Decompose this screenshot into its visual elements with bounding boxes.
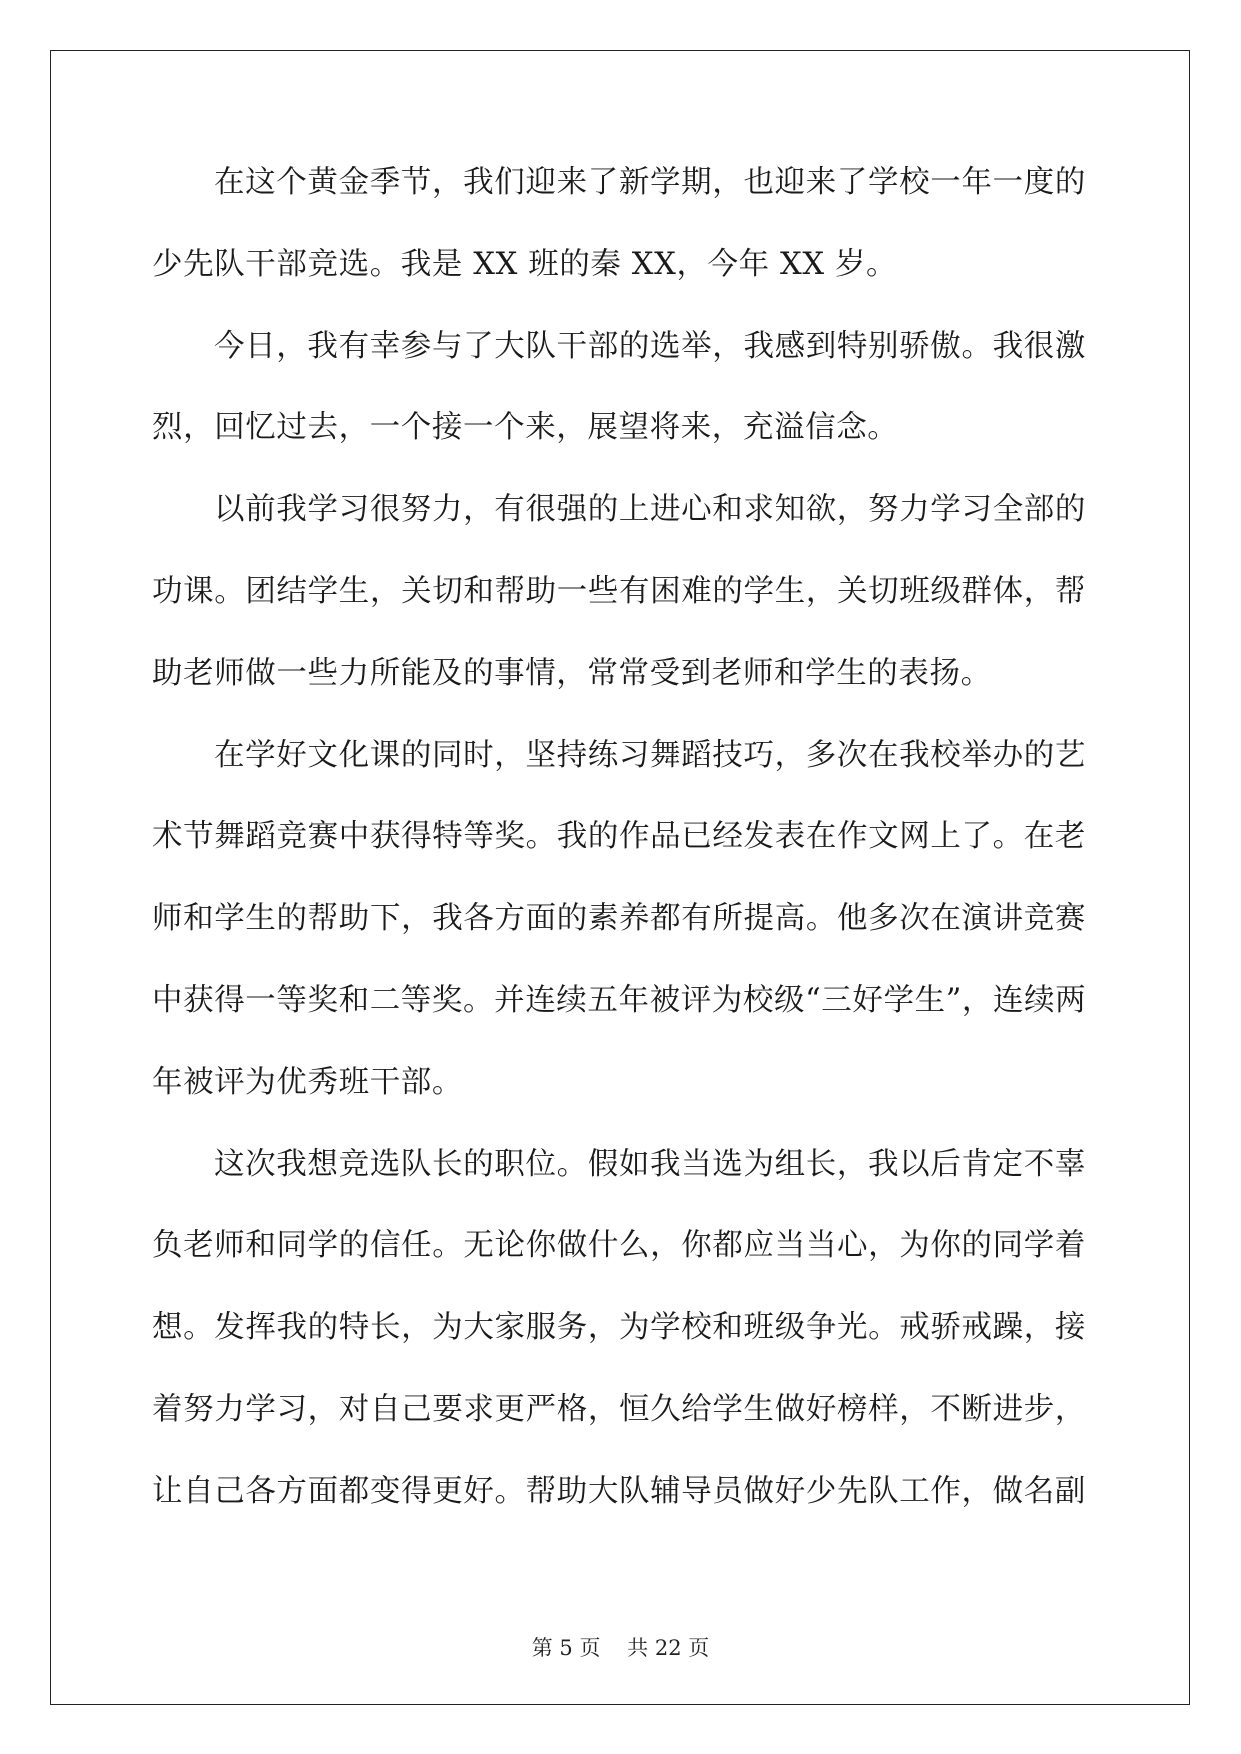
text-line: 师和学生的帮助下，我各方面的素养都有所提高。他多次在演讲竞赛 xyxy=(152,901,1086,937)
page-footer xyxy=(0,1632,1241,1662)
text-line: 助老师做一些力所能及的事情，常常受到老师和学生的表扬。 xyxy=(152,655,992,691)
text-line: 在这个黄金季节，我们迎来了新学期，也迎来了学校一年一度的 xyxy=(214,165,1086,200)
text-line: 今日，我有幸参与了大队干部的选举，我感到特别骄傲。我很激 xyxy=(214,328,1086,364)
text-line: 这次我想竞选队长的职位。假如我当选为组长，我以后肯定不辜 xyxy=(214,1146,1086,1182)
text-line: 想。发挥我的特长，为大家服务，为学校和班级争光。戒骄戒躁，接 xyxy=(152,1310,1086,1346)
page-total: 共 22 页 xyxy=(627,1636,710,1660)
text-line: 负老师和同学的信任。无论你做什么，你都应当当心，为你的同学着 xyxy=(152,1228,1086,1264)
text-line: 少先队干部竞选。我是 XX 班的秦 XX，今年 XX 岁。 xyxy=(152,246,898,282)
text-line: 中获得一等奖和二等奖。并连续五年被评为校级“三好学生”，连续两 xyxy=(152,982,1087,1018)
document-body xyxy=(152,160,1086,1551)
text-line: 让自己各方面都变得更好。帮助大队辅导员做好少先队工作，做名副 xyxy=(152,1473,1086,1509)
page-number: 第 5 页 xyxy=(531,1636,601,1660)
text-line: 术节舞蹈竞赛中获得特等奖。我的作品已经发表在作文网上了。在老 xyxy=(152,819,1086,855)
text-line: 在学好文化课的同时，坚持练习舞蹈技巧，多次在我校举办的艺 xyxy=(214,737,1086,773)
text-line: 着努力学习，对自己要求更严格，恒久给学生做好榜样，不断进步， xyxy=(152,1391,1086,1427)
text-line: 以前我学习很努力，有很强的上进心和求知欲，努力学习全部的 xyxy=(214,492,1086,528)
text-line: 功课。团结学生，关切和帮助一些有困难的学生，关切班级群体，帮 xyxy=(152,573,1086,609)
text-line: 年被评为优秀班干部。 xyxy=(152,1064,463,1100)
text-line: 烈，回忆过去，一个接一个来，展望将来，充溢信念。 xyxy=(152,410,899,446)
